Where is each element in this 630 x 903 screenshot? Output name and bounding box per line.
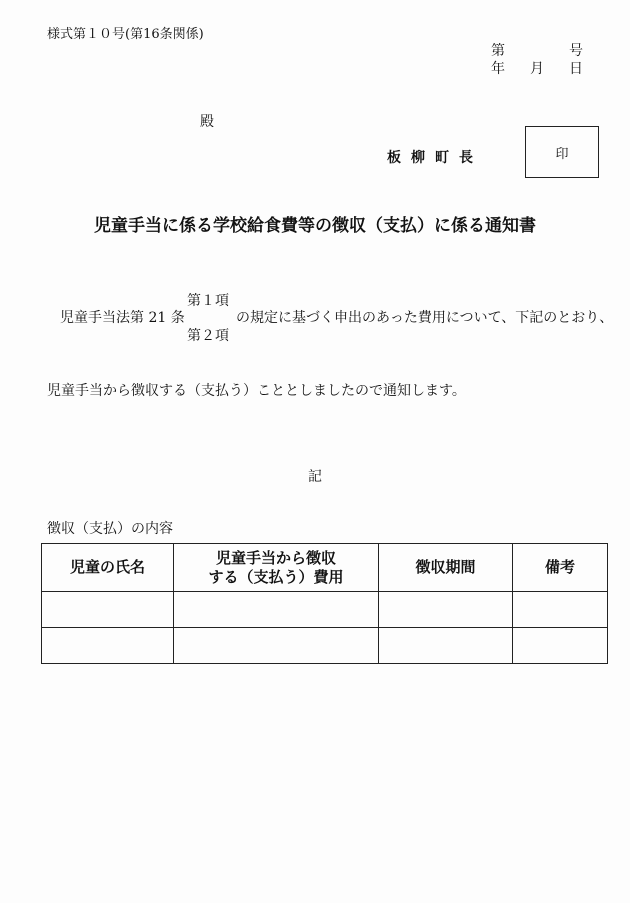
year-label: 年 — [491, 61, 505, 77]
table-row — [42, 628, 608, 664]
document-title: 児童手当に係る学校給食費等の徴収（支払）に係る通知書 — [94, 216, 536, 236]
header-child-name: 児童の氏名 — [42, 544, 174, 592]
date-field — [491, 58, 583, 78]
table-header-row — [42, 544, 608, 592]
day-label: 日 — [569, 61, 583, 77]
seal-box — [525, 126, 599, 178]
table-cell — [42, 628, 174, 664]
body-text-line-2: 児童手当から徴収する（支払う）こととしましたので通知します。 — [47, 383, 466, 399]
table-cell — [174, 628, 379, 664]
table-row — [42, 592, 608, 628]
clause-2: 第２項 — [187, 328, 229, 344]
header-cost — [174, 544, 379, 592]
number-suffix: 号 — [569, 43, 583, 59]
law-reference: 児童手当法第 21 条 — [60, 310, 185, 326]
addressee-honorific: 殿 — [200, 114, 214, 130]
table-caption: 徴収（支払）の内容 — [47, 521, 173, 537]
table-cell — [379, 592, 513, 628]
header-cost-line-2: する（支払う）費用 — [208, 567, 344, 586]
table-cell — [513, 592, 608, 628]
document-number-field — [491, 40, 583, 60]
table-cell — [379, 628, 513, 664]
table-cell — [174, 592, 379, 628]
month-label: 月 — [530, 61, 544, 77]
clause-1: 第１項 — [187, 293, 229, 309]
form-number: 様式第１０号(第16条関係) — [47, 27, 204, 42]
sender-name: 板柳町長 — [387, 150, 483, 166]
ki-marker: 記 — [308, 469, 322, 485]
table-cell — [513, 628, 608, 664]
seal-label: 印 — [555, 146, 569, 162]
header-remarks: 備考 — [513, 544, 608, 592]
body-text-line-1: の規定に基づく申出のあった費用について、下記のとおり、 — [236, 310, 614, 326]
number-prefix: 第 — [491, 43, 505, 59]
header-cost-line-1: 児童手当から徴収 — [215, 548, 336, 567]
table-cell — [42, 592, 174, 628]
collection-table — [41, 543, 608, 664]
header-period: 徴収期間 — [379, 544, 513, 592]
